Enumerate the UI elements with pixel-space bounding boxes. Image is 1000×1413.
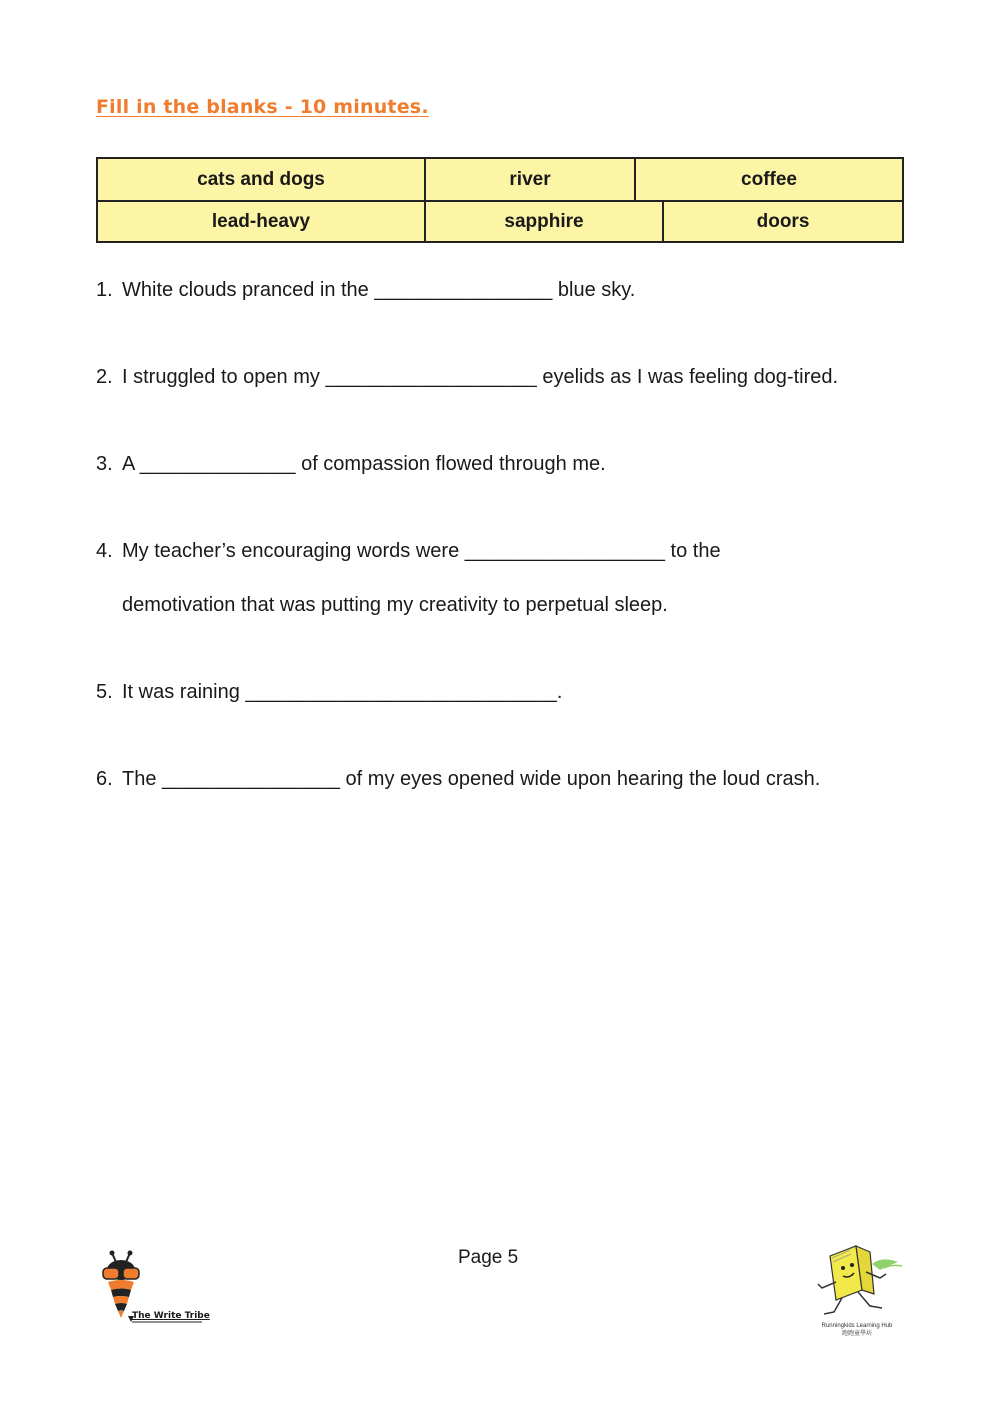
- write-tribe-logo-text: The Write Tribe: [132, 1311, 210, 1321]
- word-bank-cell: sapphire: [426, 201, 664, 242]
- question-text: It was raining ____________________________.: [122, 681, 563, 703]
- runningkids-book-logo: [810, 1242, 906, 1322]
- word-bank-table: [96, 157, 904, 243]
- question-4: [96, 539, 721, 616]
- question-number: 1.: [96, 279, 113, 301]
- runningkids-logo-name: Runningkids Learning Hub: [821, 1323, 893, 1329]
- question-text: I struggled to open my ___________________ eyelids as I was feeling dog-tired.: [122, 366, 839, 388]
- word-bank-cell: cats and dogs: [98, 159, 426, 200]
- question-number: 2.: [96, 366, 113, 388]
- question-5: [96, 680, 562, 704]
- page-number: Page 5: [458, 1247, 519, 1268]
- word-bank-row-2: [98, 201, 902, 242]
- question-number: 4.: [96, 540, 113, 562]
- runningkids-logo-text: [812, 1322, 902, 1338]
- question-text: A ______________ of compassion flowed through me.: [122, 453, 606, 475]
- question-number: 6.: [96, 768, 113, 790]
- word-bank-row-1: [98, 159, 902, 202]
- question-number: 3.: [96, 453, 113, 475]
- question-number: 5.: [96, 681, 113, 703]
- word-bank-cell: river: [426, 159, 636, 200]
- word-bank-cell: doors: [756, 210, 810, 232]
- word-bank-cell: coffee: [741, 168, 797, 190]
- question-text: White clouds pranced in the ________________ blue sky.: [122, 279, 636, 301]
- runningkids-logo-subtext: 跑跑童學坊: [841, 1331, 872, 1337]
- question-1: [96, 278, 635, 302]
- question-2: [96, 365, 838, 389]
- question-text: The ________________ of my eyes opened wide upon hearing the loud crash.: [122, 768, 821, 790]
- question-3: [96, 452, 606, 476]
- question-6: [96, 767, 820, 791]
- worksheet-title: Fill in the blanks - 10 minutes.: [96, 96, 429, 118]
- question-text-continued: demotivation that was putting my creativity to perpetual sleep.: [122, 594, 668, 616]
- word-bank-cell: lead-heavy: [98, 201, 426, 242]
- question-text: My teacher’s encouraging words were __________________ to the: [122, 540, 721, 562]
